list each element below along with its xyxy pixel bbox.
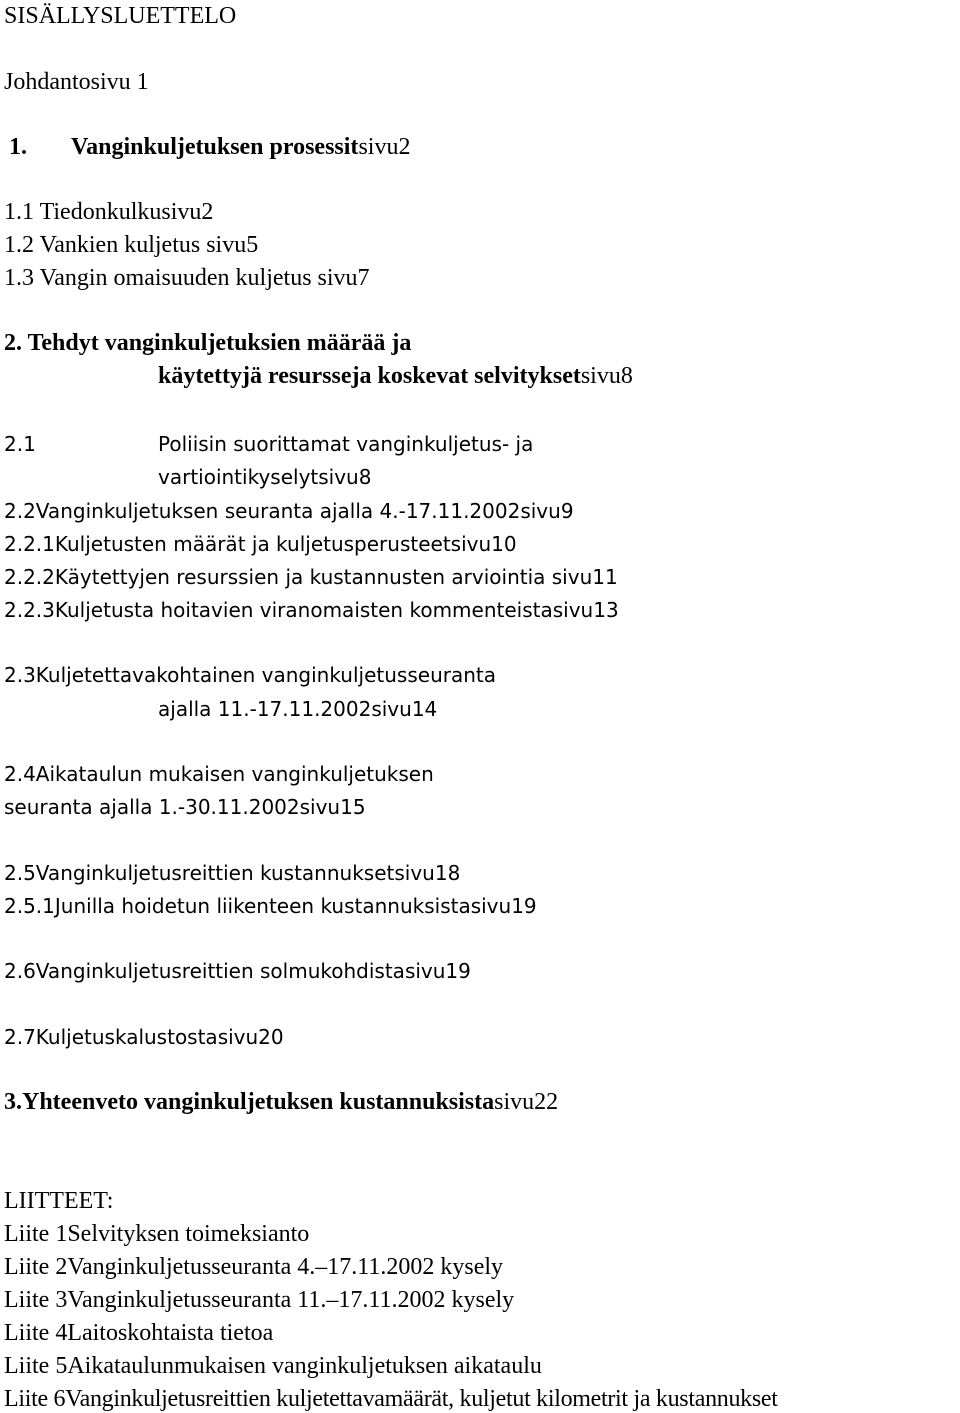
toc-section-1 [9, 133, 410, 161]
appendix-item-5: Liite 5Aikataulunmukaisen vanginkuljetuksen aikataulu [4, 1353, 542, 1379]
appendix-item-3: Liite 3Vanginkuljetusseuranta 11.–17.11.2002 kysely [4, 1287, 515, 1313]
toc-section-2-2-2: 2.2.2Käytettyjen resurssien ja kustannusten arviointia sivu11 [4, 565, 618, 589]
toc-section-2-1 [4, 430, 533, 458]
toc-section-2-2-3: 2.2.3Kuljetusta hoitavien viranomaisten kommenteistasivu13 [4, 598, 619, 622]
toc-section-2-1-line2: vartiointikyselytsivu8 [158, 465, 372, 489]
section-2-page: sivu8 [580, 363, 633, 389]
toc-section-2-6: 2.6Vanginkuljetusreittien solmukohdistasivu19 [4, 959, 471, 983]
section-3-title: 3.Yhteenveto vanginkuljetuksen kustannuksista [4, 1089, 495, 1115]
section-1-number: 1. [9, 134, 27, 160]
section-2-1-number: 2.1 [4, 432, 36, 456]
section-3-page: sivu22 [494, 1089, 559, 1115]
toc-intro: Johdantosivu 1 [4, 69, 149, 95]
toc-section-2-5: 2.5Vanginkuljetusreittien kustannuksetsivu18 [4, 861, 461, 885]
toc-section-3 [4, 1088, 558, 1116]
toc-section-2-2: 2.2Vanginkuljetuksen seuranta ajalla 4.-17.11.2002sivu9 [4, 499, 574, 523]
toc-section-2-line1: 2. Tehdyt vanginkuljetuksien määrää ja [4, 330, 412, 356]
section-1-title: Vanginkuljetuksen prosessit [71, 134, 359, 160]
section-1-page: sivu2 [358, 134, 411, 160]
toc-section-2-3: 2.3Kuljetettavakohtainen vanginkuljetusseuranta [4, 663, 496, 687]
toc-section-2-4: 2.4Aikataulun mukaisen vanginkuljetuksen [4, 762, 434, 786]
toc-title: SISÄLLYSLUETTELO [4, 3, 237, 29]
appendices-heading: LIITTEET: [4, 1188, 114, 1214]
toc-section-2-7: 2.7Kuljetuskalustostasivu20 [4, 1025, 284, 1049]
toc-section-2-2-1: 2.2.1Kuljetusten määrät ja kuljetusperusteetsivu10 [4, 532, 517, 556]
toc-section-2-line2 [158, 362, 633, 390]
section-2-title-cont: käytettyjä resursseja koskevat selvitykset [158, 363, 581, 389]
toc-section-2-5-1: 2.5.1Junilla hoidetun liikenteen kustannuksistasivu19 [4, 894, 537, 918]
toc-section-1-3: 1.3 Vangin omaisuuden kuljetus sivu7 [4, 265, 370, 291]
appendix-item-1: Liite 1Selvityksen toimeksianto [4, 1221, 310, 1247]
section-2-1-title: Poliisin suorittamat vanginkuljetus- ja [158, 432, 534, 456]
appendix-item-6: Liite 6Vanginkuljetusreittien kuljetettavamäärät, kuljetut kilometrit ja kustannukset [4, 1386, 778, 1412]
appendix-item-4: Liite 4Laitoskohtaista tietoa [4, 1320, 274, 1346]
toc-section-1-1: 1.1 Tiedonkulkusivu2 [4, 199, 214, 225]
toc-section-1-2: 1.2 Vankien kuljetus sivu5 [4, 232, 259, 258]
appendix-item-2: Liite 2Vanginkuljetusseuranta 4.–17.11.2002 kysely [4, 1254, 504, 1280]
toc-section-2-3-line2: ajalla 11.-17.11.2002sivu14 [158, 697, 438, 721]
toc-section-2-4-line2: seuranta ajalla 1.-30.11.2002sivu15 [4, 795, 366, 819]
